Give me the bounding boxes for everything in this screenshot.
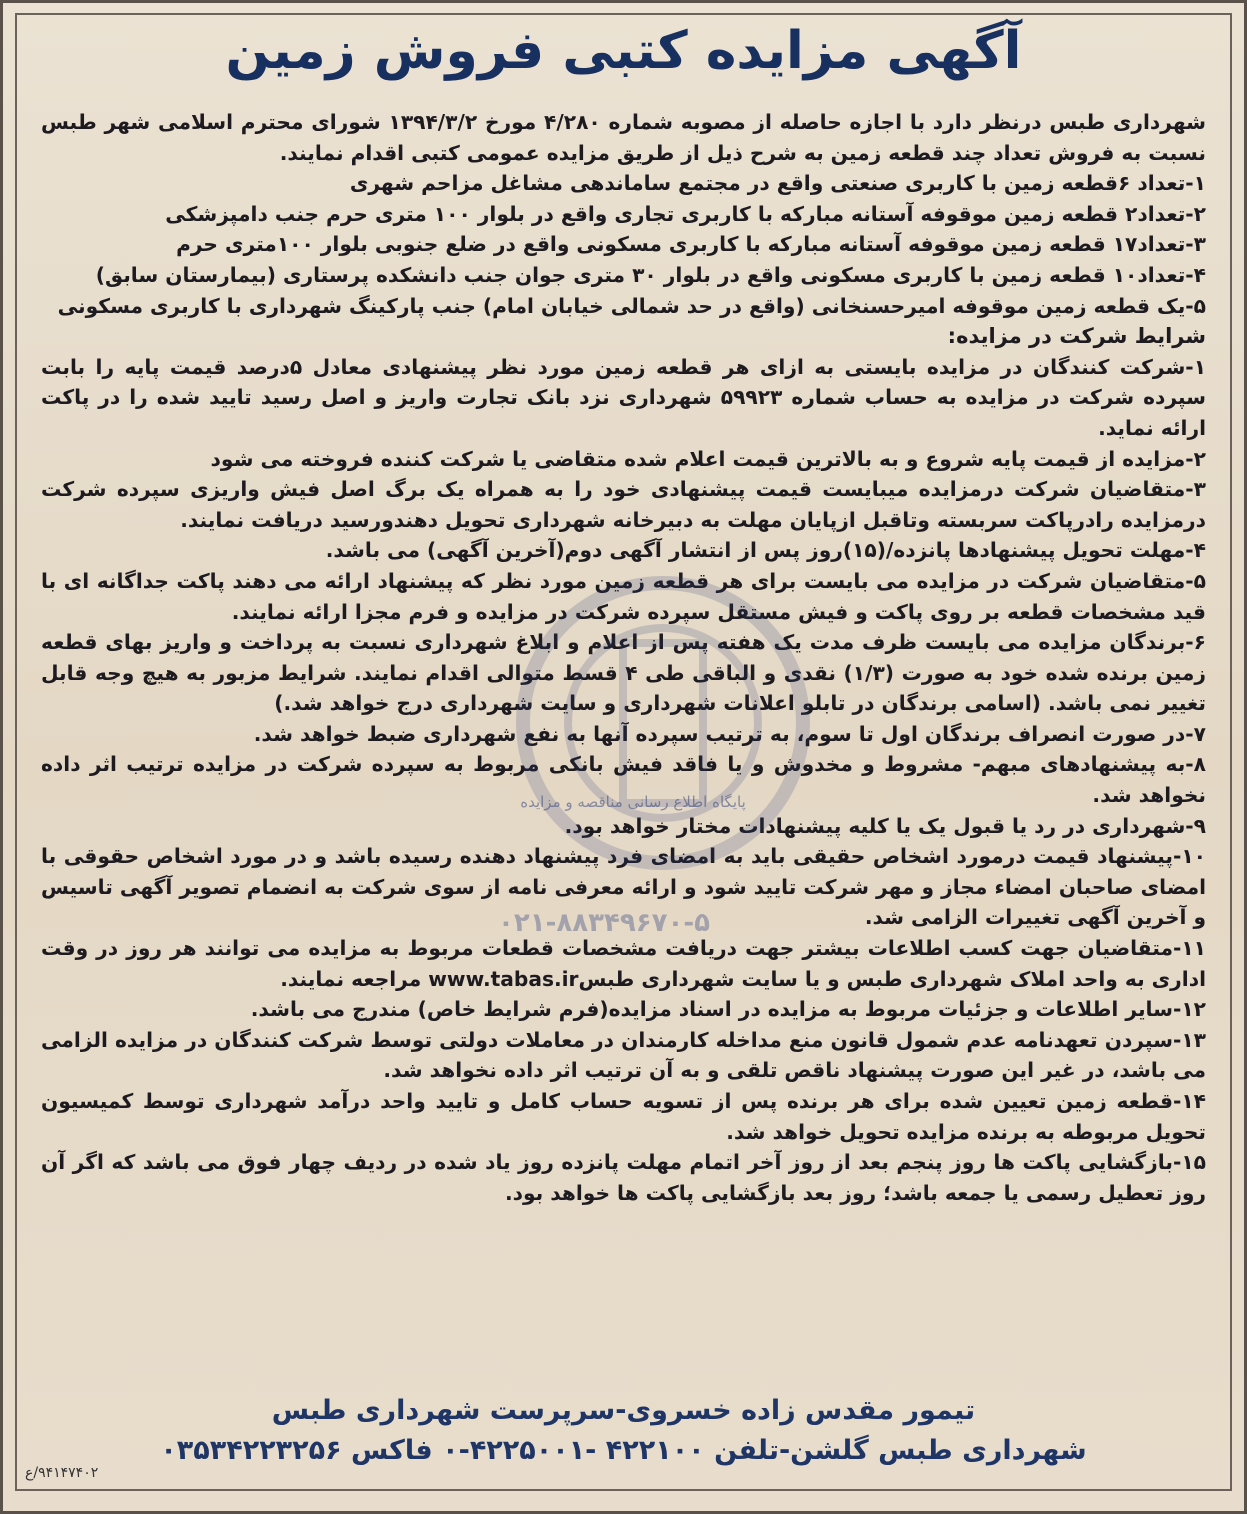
condition-2: ۲-مزایده از قیمت پایه شروع و به بالاترین قیمت اعلام شده متقاضی یا شرکت کننده فروخته می شود (210, 446, 1206, 471)
item-4: ۴-تعداد۱۰ قطعه زمین با کاربری مسکونی واقع در بلوار ۳۰ متری جوان جنب دانشکده پرستاری (بیمارستان سابق) (95, 262, 1206, 287)
watermark-phone: ۰۲۱-۸۸۳۴۹۶۷۰-۵ (498, 908, 711, 938)
condition-6: ۶-برندگان مزایده می بایست ظرف مدت یک هفته پس از اعلام و ابلاغ شهرداری نسبت به پرداخت و واریز بهای قطعه زمین برنده شده خود به صورت (۱/۳) نقدی و الباقی طی ۴ قسط متوالی اقدام نمایند. شرایط مزبور به هیچ وجه قابل تغییر نمی باشد. (اسامی برندگان در تابلو اعلانات شهرداری و سایت شهرداری درج خواهد شد.) (41, 630, 1206, 716)
condition-10: ۱۰-پیشنهاد قیمت درمورد اشخاص حقیقی باید به امضای فرد پیشنهاد دهنده رسیده باشد و در مورد اشخاص حقوقی با امضای صاحبان امضاء مجاز و مهر شرکت تایید شود و ارائه معرفی نامه از سوی شرکت به انضمام تصویر آگهی تاسیس و آخرین آگهی تغییرات الزامی شد. (41, 844, 1206, 930)
item-1: ۱-تعداد ۶قطعه زمین با کاربری صنعتی واقع در مجتمع ساماندهی مشاغل مزاحم شهری (349, 171, 1206, 196)
notice-body (41, 107, 1206, 1208)
contact-line: شهرداری طبس گلشن-تلفن ۴۲۲۱۰۰ -۴۲۲۵۰۰۱-۰ فاکس ۰۳۵۳۴۲۲۳۲۵۶ (160, 1435, 1087, 1466)
intro-paragraph: شهرداری طبس درنظر دارد با اجازه حاصله از مصوبه شماره ۴/۲۸۰ مورخ ۱۳۹۴/۳/۲ شورای محترم اسلامی شهر طبس نسبت به فروش تعداد چند قطعه زمین به شرح ذیل از طریق مزایده عمومی کتبی اقدام نمایند. (41, 110, 1207, 165)
condition-13: ۱۳-سپردن تعهدنامه عدم شمول قانون منع مداخله کارمندان در معاملات دولتی توسط شرکت کنندگان در مزایده الزامی می باشد، در غیر این صورت پیشنهاد ناقص تلقی و به آن ترتیب اثر داده نخواهد شد. (41, 1027, 1206, 1083)
condition-3: ۳-متقاضیان شرکت درمزایده میبایست قیمت پیشنهادی خود را به همراه یک برگ اصل فیش واریزی سپرده شرکت درمزایده رادرپاکت سربسته وتاقبل ازپایان مهلت به دبیرخانه شهرداری تحویل دهندورسید دریافت نمایند. (41, 477, 1206, 532)
conditions-heading: شرایط شرکت در مزایده: (947, 324, 1206, 349)
notice-code: ۹۴۱۴۷۴۰۲/ع (25, 1465, 99, 1481)
condition-1: ۱-شرکت کنندگان در مزایده بایستی به ازای هر قطعه زمین مورد نظر پیشنهادی معادل ۵درصد قیمت پایه را بابت سپرده شرکت در مزایده به حساب شماره ۵۹۹۲۳ شهرداری نزد بانک تجارت واریز و اصل رسید تایید شده را در پاکت ارائه نماید. (41, 354, 1207, 440)
notice-title: آگهی مزایده کتبی فروش زمین (225, 21, 1022, 81)
item-3: ۳-تعداد۱۷ قطعه زمین موقوفه آستانه مبارکه با کاربری مسکونی واقع در ضلع جنوبی بلوار ۱۰۰متری حرم (176, 232, 1206, 257)
condition-12: ۱۲-سایر اطلاعات و جزئیات مربوط به مزایده در اسناد مزایده(فرم شرایط خاص) مندرج می باشد. (250, 997, 1206, 1022)
condition-15: ۱۵-بازگشایی پاکت ها روز پنجم بعد از روز آخر اتمام مهلت پانزده روز یاد شده در ردیف چهار فوق می باشد که اگر آن روز تعطیل رسمی یا جمعه باشد؛ روز بعد بازگشایی پاکت ها خواهد بود. (41, 1150, 1206, 1205)
item-5: ۵-یک قطعه زمین موقوفه امیرحسنخانی (واقع در حد شمالی خیابان امام) جنب پارکینگ شهرداری با کاربری مسکونی (57, 293, 1206, 318)
item-2: ۲-تعداد۲ قطعه زمین موقوفه آستانه مبارکه با کاربری تجاری واقع در بلوار ۱۰۰ متری حرم جنب دامپزشکی (165, 201, 1206, 226)
condition-5: ۵-متقاضیان شرکت در مزایده می بایست برای هر قطعه زمین مورد نظر که پیشنهاد ارائه می دهند پاکت جداگانه ای با قید مشخصات قطعه بر روی پاکت و فیش مستقل سپرده شرکت در مزایده و فرم مجزا ارائه نمایند. (41, 568, 1206, 624)
watermark-site-text: پایگاه اطلاع رسانی مناقصه و مزایده (520, 793, 746, 811)
signature-line: تیمور مقدس زاده خسروی-سرپرست شهرداری طبس (271, 1395, 976, 1426)
condition-11: ۱۱-متقاضیان جهت کسب اطلاعات بیشتر جهت دریافت مشخصات قطعات مربوط به مزایده می توانند هر روز در وقت اداری به واحد املاک شهرداری طبس و یا سایت شهرداری طبسwww.tabas.ir مراجعه نمایند. (41, 936, 1206, 991)
condition-8: ۸-به پیشنهادهای مبهم- مشروط و مخدوش و یا فاقد فیش بانکی مربوط به سپرده شرکت در مزایده ترتیب اثر داده نخواهد شد. (41, 752, 1206, 808)
condition-14: ۱۴-قطعه زمین تعیین شده برای هر برنده پس از تسویه حساب کامل و تایید واحد درآمد شهرداری توسط کمیسیون تحویل مربوطه به برنده مزایده تحویل خواهد شد. (41, 1089, 1206, 1144)
condition-4: ۴-مهلت تحویل پیشنهادها پانزده/(۱۵)روز پس از انتشار آگهی دوم(آخرین آگهی) می باشد. (325, 538, 1206, 563)
condition-9: ۹-شهرداری در رد یا قبول یک یا کلیه پیشنهادات مختار خواهد بود. (564, 813, 1206, 838)
condition-7: ۷-در صورت انصراف برندگان اول تا سوم، به ترتیب سپرده آنها به نفع شهرداری ضبط خواهد شد. (253, 721, 1206, 746)
